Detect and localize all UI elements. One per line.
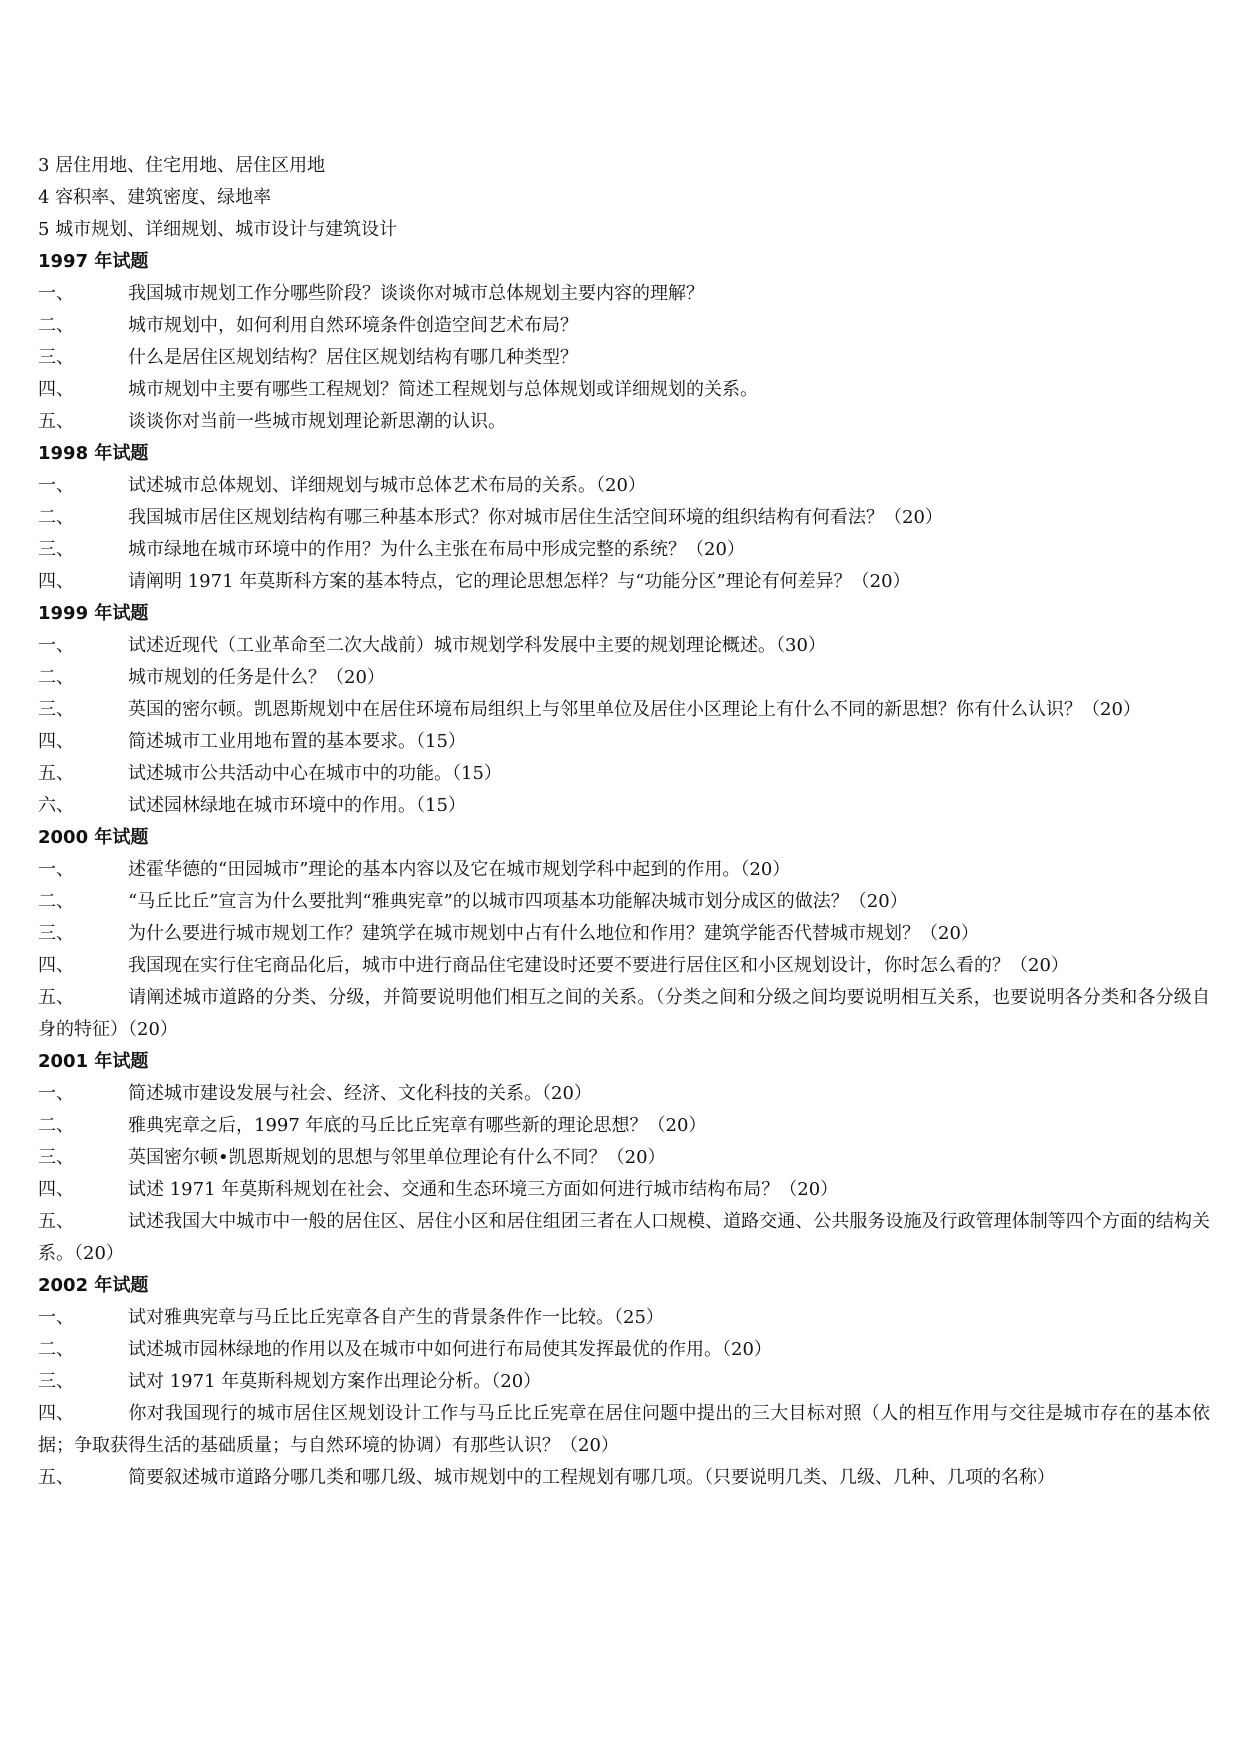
exam-section [38, 1046, 1210, 1270]
question-number: 二、 [38, 1115, 74, 1136]
question-item [38, 1334, 1210, 1366]
question-number: 四、 [38, 379, 74, 400]
exam-section [38, 438, 1210, 598]
question-item [38, 918, 1210, 950]
question-item [38, 886, 1210, 918]
question-item [38, 630, 1210, 662]
section-title: 2001 年试题 [38, 1051, 149, 1072]
question-text: 谈谈你对当前一些城市规划理论新思潮的认识。 [128, 411, 506, 432]
question-item [38, 374, 1210, 406]
question-item [38, 854, 1210, 886]
question-text: 简述城市建设发展与社会、经济、文化科技的关系。（20） [128, 1083, 592, 1104]
question-number: 六、 [38, 795, 74, 816]
question-number: 一、 [38, 1307, 74, 1328]
question-number: 五、 [38, 987, 74, 1008]
question-item [38, 1398, 1210, 1462]
question-number: 一、 [38, 475, 74, 496]
question-item [38, 342, 1210, 374]
question-item [38, 534, 1210, 566]
question-text: 城市规划中主要有哪些工程规划？简述工程规划与总体规划或详细规划的关系。 [128, 379, 758, 400]
question-number: 一、 [38, 283, 74, 304]
question-item [38, 662, 1210, 694]
question-number: 二、 [38, 667, 74, 688]
question-number: 四、 [38, 1403, 74, 1424]
question-text: 你对我国现行的城市居住区规划设计工作与马丘比丘宪章在居住问题中提出的三大目标对照（人的相互作用与交往是城市存在的基本依据；争取获得生活的基础质量；与自然环境的协调）有那些认识？（20） [38, 1403, 1210, 1456]
question-text: 试述近现代（工业革命至二次大战前）城市规划学科发展中主要的规划理论概述。（30） [128, 635, 826, 656]
section-title: 1999 年试题 [38, 603, 149, 624]
question-text: 城市规划的任务是什么？（20） [128, 667, 385, 688]
question-number: 一、 [38, 859, 74, 880]
question-number: 三、 [38, 699, 74, 720]
question-item [38, 1206, 1210, 1270]
exam-section [38, 1270, 1210, 1494]
question-item [38, 950, 1210, 982]
question-number: 三、 [38, 923, 74, 944]
question-text: 简述城市工业用地布置的基本要求。（15） [128, 731, 466, 752]
question-number: 五、 [38, 411, 74, 432]
question-text: 什么是居住区规划结构？居住区规划结构有哪几种类型？ [128, 347, 578, 368]
question-item [38, 406, 1210, 438]
exam-section [38, 246, 1210, 438]
question-text: 试述城市总体规划、详细规划与城市总体艺术布局的关系。（20） [128, 475, 646, 496]
intro-line: 4 容积率、建筑密度、绿地率 [38, 187, 272, 208]
question-number: 四、 [38, 571, 74, 592]
question-number: 三、 [38, 1371, 74, 1392]
question-number: 二、 [38, 507, 74, 528]
question-item [38, 726, 1210, 758]
question-item [38, 1110, 1210, 1142]
question-item [38, 1142, 1210, 1174]
question-text: 英国密尔顿•凯恩斯规划的思想与邻里单位理论有什么不同？（20） [128, 1147, 666, 1168]
exam-section [38, 822, 1210, 1046]
intro-line: 5 城市规划、详细规划、城市设计与建筑设计 [38, 219, 398, 240]
question-text: 雅典宪章之后，1997 年底的马丘比丘宪章有哪些新的理论思想？（20） [128, 1115, 707, 1136]
question-number: 四、 [38, 731, 74, 752]
question-text: 我国现在实行住宅商品化后，城市中进行商品住宅建设时还要不要进行居住区和小区规划设计，你时怎么看的？（20） [128, 955, 1069, 976]
document-page [38, 150, 1210, 1494]
question-item [38, 982, 1210, 1046]
question-text: 试述我国大中城市中一般的居住区、居住小区和居住组团三者在人口规模、道路交通、公共服务设施及行政管理体制等四个方面的结构关系。（20） [38, 1211, 1210, 1264]
question-number: 二、 [38, 891, 74, 912]
question-text: 简要叙述城市道路分哪几类和哪几级、城市规划中的工程规划有哪几项。（只要说明几类、几级、几种、几项的名称） [128, 1467, 1055, 1488]
section-title: 2002 年试题 [38, 1275, 149, 1296]
question-number: 一、 [38, 1083, 74, 1104]
question-number: 二、 [38, 1339, 74, 1360]
intro-line: 3 居住用地、住宅用地、居住区用地 [38, 155, 326, 176]
question-number: 三、 [38, 539, 74, 560]
question-text: 试对 1971 年莫斯科规划方案作出理论分析。（20） [128, 1371, 542, 1392]
question-item [38, 1174, 1210, 1206]
question-item [38, 694, 1210, 726]
question-text: 英国的密尔顿。凯恩斯规划中在居住环境布局组织上与邻里单位及居住小区理论上有什么不同的新思想？你有什么认识？（20） [128, 699, 1141, 720]
question-text: 试述城市公共活动中心在城市中的功能。（15） [128, 763, 502, 784]
question-item [38, 278, 1210, 310]
question-item [38, 1078, 1210, 1110]
question-text: 请阐述城市道路的分类、分级，并简要说明他们相互之间的关系。（分类之间和分级之间均要说明相互关系，也要说明各分类和各分级自身的特征）（20） [38, 987, 1210, 1040]
question-text: 我国城市居住区规划结构有哪三种基本形式？你对城市居住生活空间环境的组织结构有何看法？（20） [128, 507, 943, 528]
section-title: 2000 年试题 [38, 827, 149, 848]
question-text: 请阐明 1971 年莫斯科方案的基本特点，它的理论思想怎样？与“功能分区”理论有何差异？（20） [128, 571, 911, 592]
question-number: 五、 [38, 763, 74, 784]
question-number: 五、 [38, 1467, 74, 1488]
question-number: 三、 [38, 347, 74, 368]
question-item [38, 758, 1210, 790]
question-number: 一、 [38, 635, 74, 656]
question-item [38, 310, 1210, 342]
question-text: “马丘比丘”宣言为什么要批判“雅典宪章”的以城市四项基本功能解决城市划分成区的做法？（20） [128, 891, 908, 912]
question-text: 试述园林绿地在城市环境中的作用。（15） [128, 795, 466, 816]
question-text: 为什么要进行城市规划工作？建筑学在城市规划中占有什么地位和作用？建筑学能否代替城市规划？（20） [128, 923, 979, 944]
question-number: 五、 [38, 1211, 74, 1232]
question-text: 我国城市规划工作分哪些阶段？谈谈你对城市总体规划主要内容的理解？ [128, 283, 704, 304]
question-number: 四、 [38, 955, 74, 976]
question-text: 城市绿地在城市环境中的作用？为什么主张在布局中形成完整的系统？（20） [128, 539, 745, 560]
question-item [38, 502, 1210, 534]
question-item [38, 1302, 1210, 1334]
question-item [38, 1366, 1210, 1398]
section-title: 1998 年试题 [38, 443, 149, 464]
question-item [38, 470, 1210, 502]
question-item [38, 790, 1210, 822]
question-item [38, 1462, 1210, 1494]
question-text: 试述 1971 年莫斯科规划在社会、交通和生态环境三方面如何进行城市结构布局？（20） [128, 1179, 839, 1200]
question-text: 城市规划中，如何利用自然环境条件创造空间艺术布局？ [128, 315, 578, 336]
section-title: 1997 年试题 [38, 251, 149, 272]
question-text: 试对雅典宪章与马丘比丘宪章各自产生的背景条件作一比较。（25） [128, 1307, 664, 1328]
question-item [38, 566, 1210, 598]
question-number: 三、 [38, 1147, 74, 1168]
exam-section [38, 598, 1210, 822]
question-number: 四、 [38, 1179, 74, 1200]
question-number: 二、 [38, 315, 74, 336]
question-text: 述霍华德的“田园城市”理论的基本内容以及它在城市规划学科中起到的作用。（20） [128, 859, 791, 880]
question-text: 试述城市园林绿地的作用以及在城市中如何进行布局使其发挥最优的作用。（20） [128, 1339, 772, 1360]
